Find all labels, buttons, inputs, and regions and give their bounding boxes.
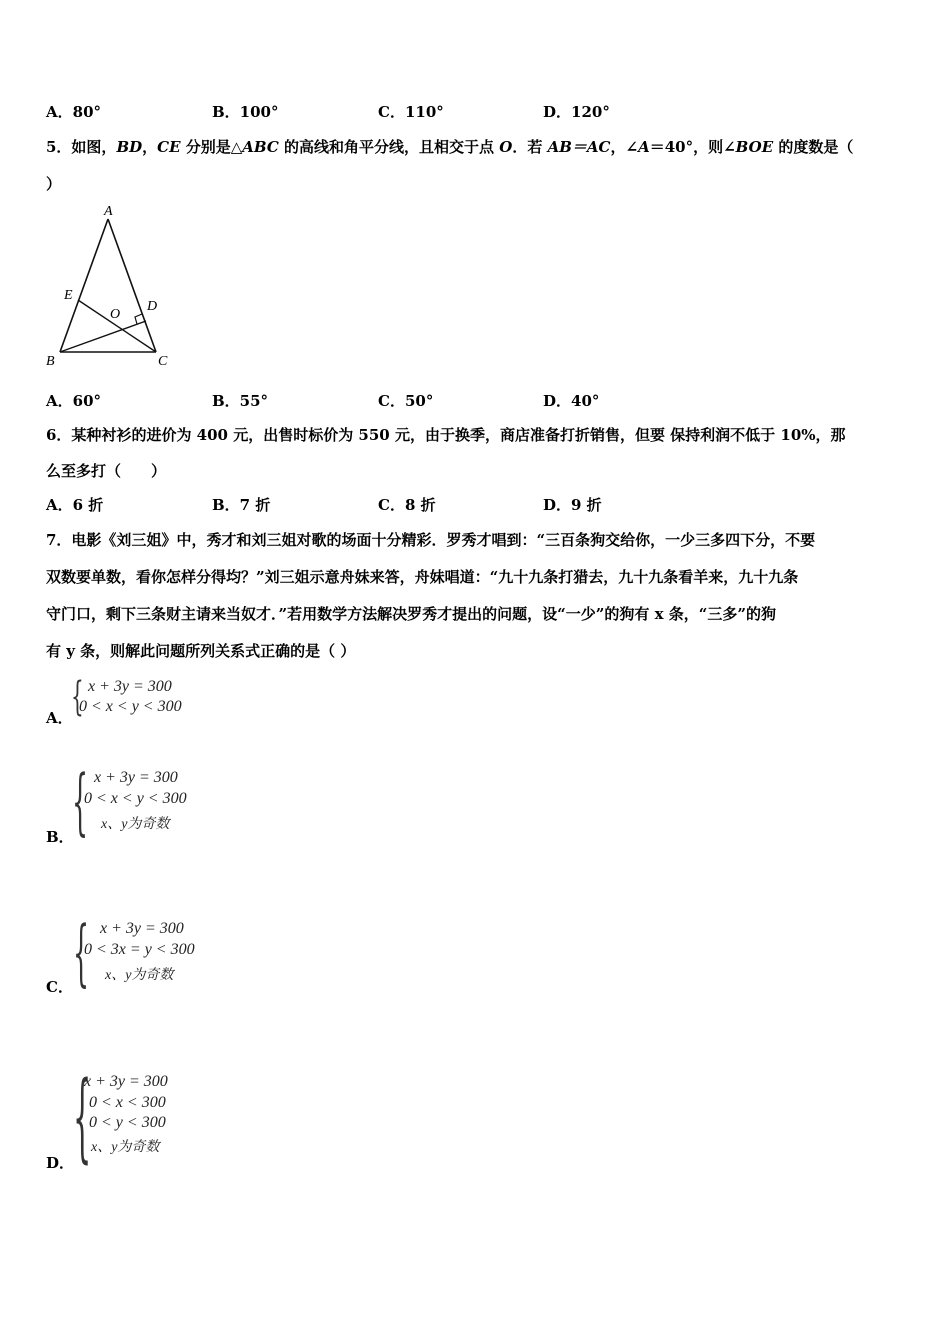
q7-option-b-eq1: x + 3y = 300 (94, 769, 178, 786)
q4-option-c: C．110° (378, 103, 444, 121)
q5-question-line2: ） (46, 175, 62, 193)
q7-option-d-label: D． (46, 1154, 75, 1172)
q7-question-line1: 7．电影《刘三姐》中，秀才和刘三姐对歌的场面十分精彩．罗秀才唱到：“三百条狗交给你，一少三多四下分，不要 (46, 531, 816, 549)
q7-option-a-eq1: x + 3y = 300 (88, 678, 172, 695)
q4-option-b: B．100° (212, 103, 279, 121)
q7-option-c-eq3: x、y为奇数 (105, 968, 174, 983)
q4-option-d: D．120° (543, 103, 610, 121)
q4-option-a: A．80° (46, 103, 102, 121)
q7-option-b-eq2: 0 < x < y < 300 (84, 790, 187, 807)
q5-question-line1: 5．如图，BD，CE 分别是△ABC 的高线和角平分线，且相交于点 O．若 AB＝AC，∠A＝40°，则∠BOE 的度数是（ (46, 138, 854, 156)
q7-option-a-brace: { (71, 674, 84, 720)
q7-option-c-label: C． (46, 978, 73, 996)
label-e: E (64, 288, 73, 303)
q7-option-d-eq1: x + 3y = 300 (84, 1073, 168, 1090)
q7-option-c-eq2: 0 < 3x = y < 300 (84, 941, 195, 958)
q7-option-d-eq2: 0 < x < 300 (89, 1094, 166, 1111)
q7-option-a-label: A． (46, 709, 73, 727)
q7-option-d-brace: { (73, 1061, 92, 1173)
q7-question-line3: 守门口，剩下三条财主请来当奴才．”若用数学方法解决罗秀才提出的问题，设“一少”的狗有 x 条，“三多”的狗 (46, 605, 777, 623)
q7-option-b-brace: { (72, 759, 89, 843)
label-a: A (104, 204, 113, 219)
q5-option-b: B．55° (212, 392, 269, 410)
q5-option-d: D．40° (543, 392, 600, 410)
q7-option-b-label: B． (46, 828, 74, 846)
q7-option-b-eq3: x、y为奇数 (101, 817, 170, 832)
label-o: O (110, 307, 121, 322)
q6-option-d: D．9 折 (543, 496, 602, 514)
q7-option-d-eq3: 0 < y < 300 (89, 1114, 166, 1131)
label-b: B (46, 354, 55, 369)
q7-question-line2: 双数要单数，看你怎样分得均？”刘三姐示意舟妹来答，舟妹唱道：“九十九条打猎去，九十九条看羊来，九十九条 (46, 568, 799, 586)
q5-option-c: C．50° (378, 392, 434, 410)
q7-option-a-eq2: 0 < x < y < 300 (79, 698, 182, 715)
q6-question-line1: 6．某种衬衫的进价为 400 元，出售时标价为 550 元，由于换季，商店准备打折销售，但要 保持利润不低于 10%，那 (46, 426, 846, 444)
label-c: C (158, 354, 168, 369)
q6-option-a: A．6 折 (46, 496, 104, 514)
q7-option-d-eq4: x、y为奇数 (91, 1140, 160, 1155)
q7-option-c-eq1: x + 3y = 300 (100, 920, 184, 937)
label-d: D (147, 299, 158, 314)
q6-option-c: C．8 折 (378, 496, 436, 514)
q5-option-a: A．60° (46, 392, 102, 410)
q6-option-b: B．7 折 (212, 496, 271, 514)
q7-option-c-brace: { (73, 910, 90, 994)
q7-question-line4: 有 y 条，则解此问题所列关系式正确的是（ ） (46, 642, 356, 660)
q6-question-line2: 么至多打（ ） (46, 462, 167, 480)
triangle-figure (40, 200, 180, 370)
